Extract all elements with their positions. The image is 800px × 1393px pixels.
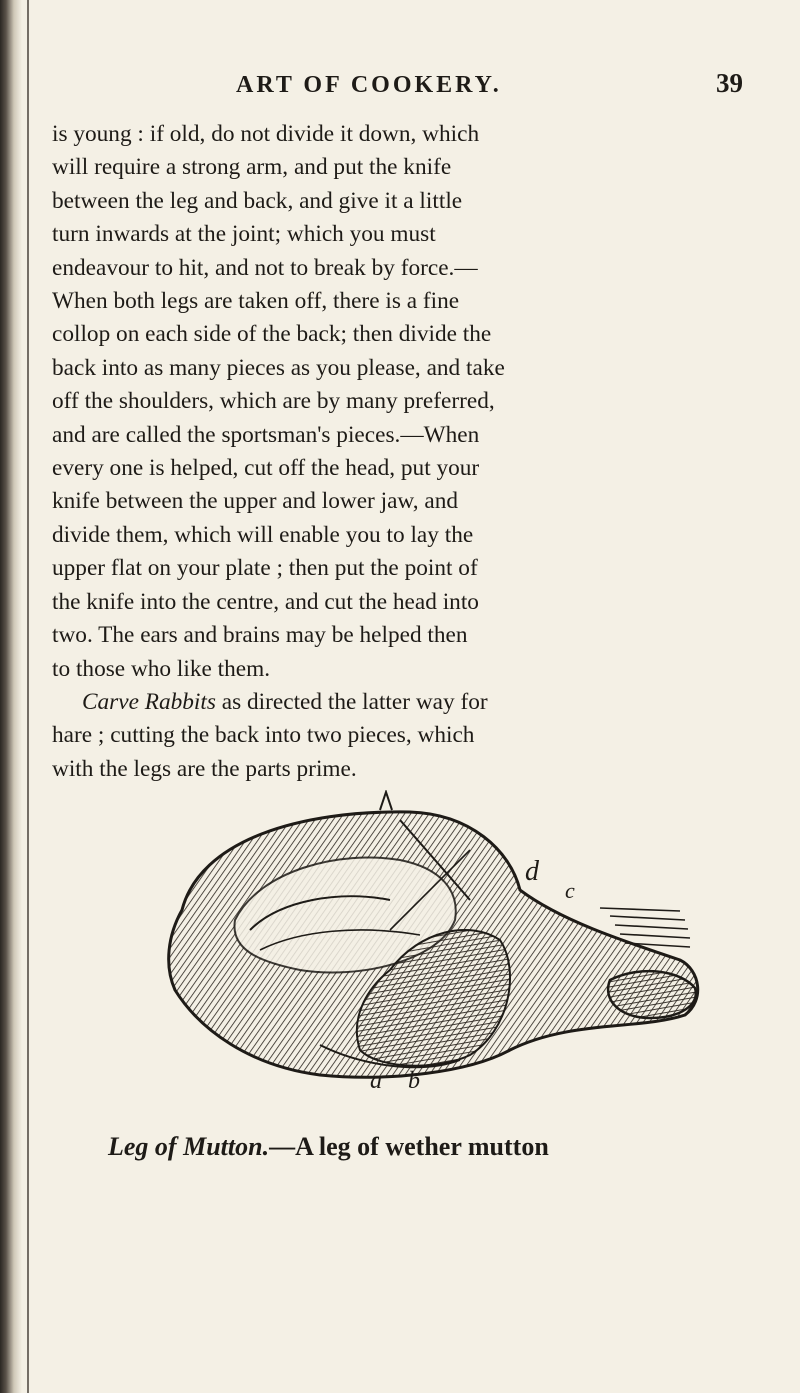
text-line: upper flat on your plate ; then put the point of xyxy=(52,555,478,582)
caption-title: Leg of Mutton. xyxy=(108,1132,270,1161)
text-line: knife between the upper and lower jaw, and xyxy=(52,488,459,515)
shank-end xyxy=(608,971,696,1018)
text-line: off the shoulders, which are by many preferred, xyxy=(52,388,495,415)
text-line: hare ; cutting the back into two pieces, which xyxy=(52,722,475,749)
text-line: to those who like them. xyxy=(52,655,271,682)
text-line: every one is helped, cut off the head, put your xyxy=(52,455,480,482)
caption-text: —A leg of wether mutton xyxy=(269,1132,549,1161)
text-line: is young : if old, do not divide it down, which xyxy=(52,121,480,147)
text-line: back into as many pieces as you please, and take xyxy=(52,354,505,381)
text-line: and are called the sportsman's pieces.—When xyxy=(52,421,480,448)
binding-rule xyxy=(27,0,29,1393)
text-line: divide them, which will enable you to lay the xyxy=(52,521,474,548)
rabbits-heading: Carve Rabbits xyxy=(82,688,216,715)
text-line: When both legs are taken off, there is a fine xyxy=(52,288,460,315)
text-line: two. The ears and brains may be helped then xyxy=(52,622,468,649)
figure-caption xyxy=(108,1132,549,1162)
rabbits-paragraph-first-line xyxy=(52,686,788,719)
text-line: collop on each side of the back; then divide the xyxy=(52,321,492,348)
text-line: will require a strong arm, and put the knife xyxy=(52,154,452,181)
label-b: b xyxy=(408,1068,420,1090)
body-text xyxy=(52,118,788,786)
label-c: c xyxy=(565,878,575,903)
text-line: as directed the latter way for xyxy=(215,688,488,715)
text-line: endeavour to hit, and not to break by force.— xyxy=(52,254,478,281)
leg-of-mutton-illustration xyxy=(140,790,720,1090)
text-line: turn inwards at the joint; which you must xyxy=(52,221,436,248)
page-number: 39 xyxy=(716,68,743,98)
binding-shadow xyxy=(0,0,22,1393)
running-header: ART OF COOKERY. xyxy=(236,72,502,98)
text-line: the knife into the centre, and cut the head into xyxy=(52,588,479,615)
label-d: d xyxy=(525,856,539,887)
text-line: with the legs are the parts prime. xyxy=(52,755,357,782)
label-a: a xyxy=(370,1068,382,1090)
text-line: between the leg and back, and give it a little xyxy=(52,187,463,214)
